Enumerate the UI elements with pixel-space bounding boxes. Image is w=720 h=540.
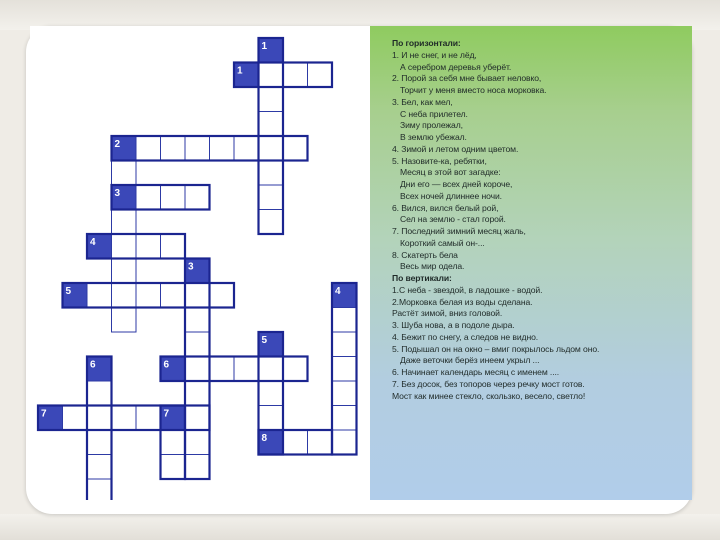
crossword-cell[interactable] (332, 406, 357, 431)
crossword-cell[interactable] (185, 308, 210, 333)
crossword-cell[interactable] (210, 136, 235, 161)
clue-v2-line2: Растёт зимой, вниз головой. (392, 308, 503, 319)
crossword-cell[interactable] (185, 283, 210, 308)
crossword-number: 6 (163, 359, 170, 371)
crossword-number: 3 (188, 261, 194, 273)
clue-h3-line2: С неба прилетел. (400, 108, 468, 119)
crossword-cell[interactable] (332, 357, 357, 382)
crossword-cell[interactable] (87, 283, 112, 308)
clue-h8-line2: Весь мир одела. (400, 261, 465, 272)
crossword-number: 1 (237, 65, 243, 77)
crossword-cell[interactable] (185, 430, 210, 455)
crossword-cell[interactable] (87, 455, 112, 480)
crossword-cell[interactable] (308, 63, 333, 88)
crossword-grid (30, 26, 366, 500)
crossword-cell[interactable] (185, 406, 210, 431)
crossword-cell[interactable] (185, 332, 210, 357)
crossword-cell[interactable] (332, 381, 357, 406)
crossword-cell[interactable] (259, 406, 284, 431)
crossword-cell[interactable] (136, 185, 161, 210)
crossword-cell[interactable] (161, 283, 186, 308)
crossword-cell[interactable] (87, 406, 112, 431)
crossword-cell[interactable] (259, 357, 284, 382)
crossword-cell[interactable] (332, 430, 357, 455)
clue-h3-line4: В землю убежал. (400, 132, 467, 142)
clue-v3: 3. Шуба нова, а в подоле дыра. (392, 320, 515, 330)
clue-v1: 1.С неба - звездой, в ладошке - водой. (392, 284, 543, 295)
crossword-cell[interactable] (112, 161, 137, 186)
crossword-cell[interactable] (87, 479, 112, 500)
clue-h5-line3: Дни его — всех дней короче, (400, 179, 513, 189)
crossword-cell[interactable] (259, 381, 284, 406)
crossword-cell[interactable] (136, 136, 161, 161)
crossword-cell[interactable] (161, 185, 186, 210)
clue-v5-line1: 5. Подышал он на окно – вмиг покрылось льдом оно. (392, 343, 600, 354)
crossword-number: 1 (261, 41, 268, 52)
crossword-cell[interactable] (63, 406, 88, 431)
clue-h5-line4: Всех ночей длиннее ночи. (400, 190, 502, 201)
clue-v7-line1: 7. Без досок, без топоров через речку мост готов. (392, 378, 585, 389)
crossword-cell[interactable] (161, 455, 186, 480)
clue-v4: 4. Бежит по снегу, а следов не видно. (392, 331, 539, 342)
clue-h4: 4. Зимой и летом одним цветом. (392, 143, 519, 154)
clue-v5-line2: Даже веточки берёз инеем укрыл ... (400, 355, 540, 366)
crossword-cell[interactable] (283, 136, 308, 161)
crossword-cell[interactable] (332, 308, 357, 333)
crossword-cell[interactable] (332, 332, 357, 357)
crossword-cell[interactable] (136, 234, 161, 259)
clue-h8-line1: 8. Скатерть бела (392, 249, 458, 260)
clue-h3-line3: Зиму пролежал, (400, 120, 463, 131)
clues-panel (370, 26, 692, 500)
crossword-cell[interactable] (185, 136, 210, 161)
crossword-cell[interactable] (161, 234, 186, 259)
crossword-cell[interactable] (283, 430, 308, 455)
crossword-cell[interactable] (161, 430, 186, 455)
crossword-number: 5 (261, 335, 268, 346)
crossword-number: 4 (90, 237, 96, 248)
crossword-cell[interactable] (112, 259, 137, 284)
crossword-cell[interactable] (283, 63, 308, 88)
crossword-number: 6 (90, 359, 96, 371)
clue-h6-line1: 6. Вился, вился белый рой, (392, 202, 499, 213)
crossword-cell[interactable] (259, 87, 284, 112)
crossword-cell[interactable] (112, 308, 137, 333)
clue-h7-line1: 7. Последний зимний месяц жаль, (392, 226, 526, 236)
crossword-cell[interactable] (161, 136, 186, 161)
crossword-cell[interactable] (87, 381, 112, 406)
crossword-cell[interactable] (259, 185, 284, 210)
vertical-heading: По вертикали: (392, 273, 452, 283)
crossword-number: 3 (114, 188, 121, 199)
clue-h1-line1: 1. И не снег, и не лёд, (392, 49, 477, 60)
clue-h6-line2: Сел на землю - стал горой. (400, 214, 506, 225)
crossword-cell[interactable] (234, 357, 259, 382)
crossword-cell[interactable] (210, 357, 235, 382)
crossword-cell[interactable] (259, 112, 284, 137)
crossword-cell[interactable] (210, 283, 235, 308)
slide-bottom-border (0, 514, 720, 540)
crossword-number: 2 (114, 139, 121, 150)
crossword-number: 4 (335, 286, 341, 297)
crossword-cell[interactable] (185, 455, 210, 480)
clue-h7-line2: Короткий самый он-... (400, 237, 485, 248)
crossword-number: 7 (163, 408, 170, 420)
clue-h1-line2: А серебром деревья уберёт. (400, 61, 512, 72)
clue-h2-line2: Торчит у меня вместо носа морковка. (400, 85, 547, 95)
crossword-cell[interactable] (112, 406, 137, 431)
clue-h5-line2: Месяц в этой вот загадке: (400, 167, 501, 178)
crossword-cell[interactable] (112, 234, 137, 259)
crossword-cell[interactable] (259, 210, 284, 235)
crossword-cell[interactable] (112, 283, 137, 308)
crossword-cell[interactable] (112, 210, 137, 235)
clue-h3-line1: 3. Бел, как мел, (392, 96, 453, 107)
crossword-cell[interactable] (87, 430, 112, 455)
clue-v2-line1: 2.Морковка белая из воды сделана. (392, 296, 533, 307)
clue-h2-line1: 2. Порой за себя мне бывает неловко, (392, 73, 542, 84)
crossword-cell[interactable] (308, 430, 333, 455)
clue-h5-line1: 5. Назовите-ка, ребятки, (392, 155, 487, 166)
crossword-number: 5 (65, 286, 72, 297)
crossword-cell[interactable] (259, 161, 284, 186)
crossword-cell[interactable] (259, 136, 284, 161)
crossword-cell[interactable] (136, 283, 161, 308)
clue-v7-line2: Мост как минее стекло, скользко, весело, светло! (392, 390, 586, 401)
crossword-cell[interactable] (185, 185, 210, 210)
crossword-panel (30, 26, 366, 500)
crossword-cell[interactable] (185, 381, 210, 406)
horizontal-heading: По горизонтали: (392, 38, 461, 48)
crossword-number: 7 (41, 408, 47, 420)
crossword-cell[interactable] (234, 136, 259, 161)
crossword-cell[interactable] (136, 406, 161, 431)
crossword-cell[interactable] (259, 63, 284, 88)
clue-v6: 6. Начинает календарь месяц с именем .... (392, 367, 560, 377)
crossword-cell[interactable] (283, 357, 308, 382)
crossword-cell[interactable] (185, 357, 210, 382)
crossword-number: 8 (261, 433, 268, 444)
